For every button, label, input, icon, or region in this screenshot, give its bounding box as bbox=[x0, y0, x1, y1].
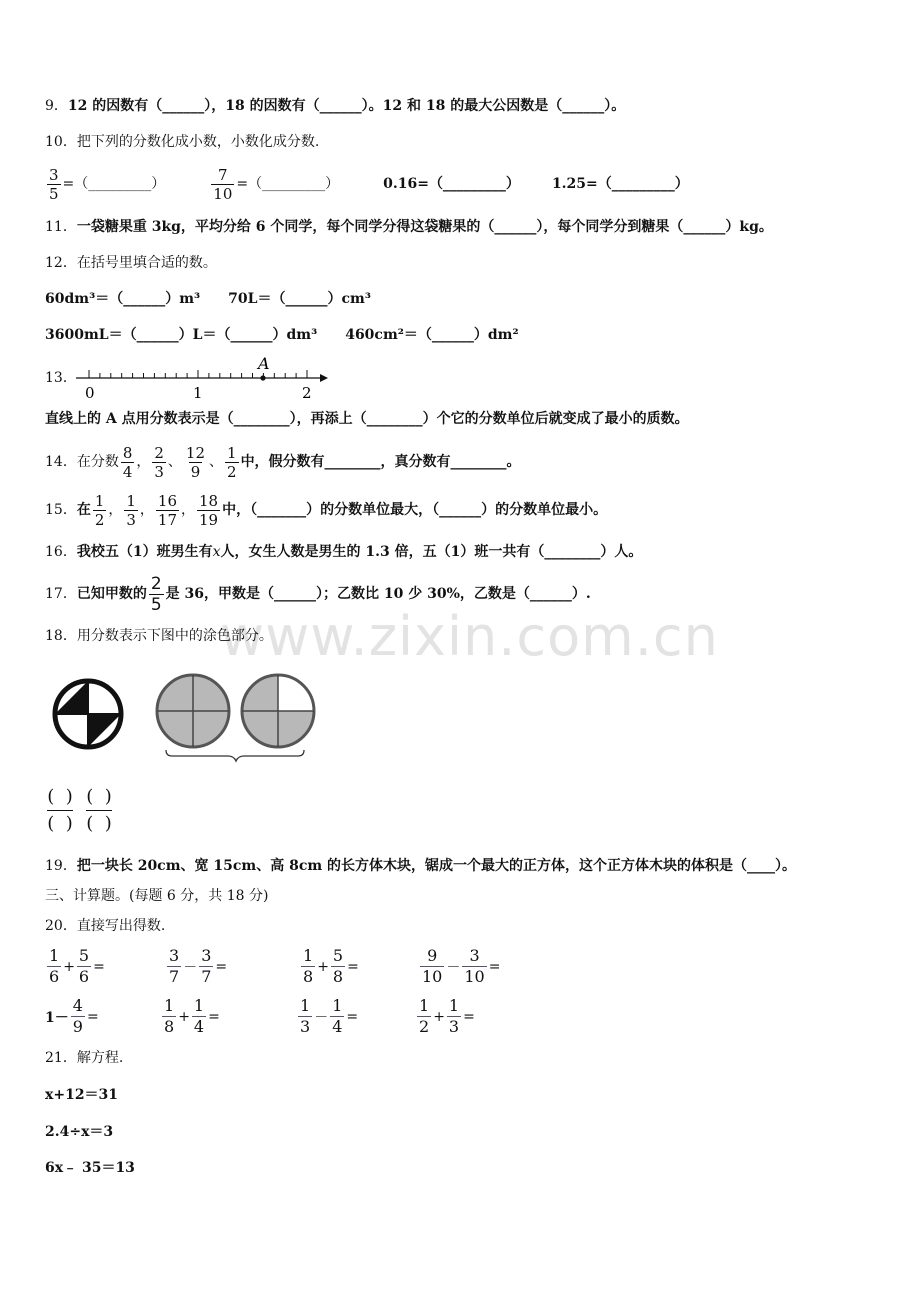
question-text: 一袋糖果重 3kg，平均分给 6 个同学，每个同学分得这袋糖果的（______），每个同学分到糖果（______）kg。 bbox=[76, 219, 773, 235]
separator: ， bbox=[108, 502, 123, 518]
fraction: $\frac{7}{10}$ bbox=[213, 165, 233, 203]
axis-label-2: 2 bbox=[302, 384, 312, 402]
equation-2: 2.4÷x＝3 bbox=[45, 1124, 114, 1140]
question-number: 16． bbox=[45, 544, 77, 560]
question-16 bbox=[45, 542, 642, 562]
answer-blank: 0.16=（_________） bbox=[383, 176, 520, 192]
question-text: 人，女生人数是男生的 1.3 倍，五（1）班一共有（________）人。 bbox=[220, 544, 643, 560]
question-text: 在括号里填合适的数。 bbox=[76, 255, 217, 271]
q12-row-1: 60dm³＝（______）m³ 70L＝（______）cm³ bbox=[45, 291, 371, 307]
question-19 bbox=[45, 856, 796, 876]
question-13-number: 13． bbox=[45, 370, 77, 386]
variable-x: x bbox=[212, 544, 221, 560]
shaded-circles-figure-2 bbox=[154, 670, 320, 766]
question-21 bbox=[45, 1048, 123, 1068]
separator: ， bbox=[181, 502, 196, 518]
question-11 bbox=[45, 217, 773, 237]
equation-1: x+12＝31 bbox=[45, 1087, 119, 1103]
question-number: 21． bbox=[45, 1050, 77, 1066]
fraction: $\frac{18}{19}$ bbox=[199, 491, 219, 529]
question-text: 把下列的分数化成小数，小数化成分数. bbox=[76, 134, 320, 150]
fraction: $\frac{3}{5}$ bbox=[49, 165, 59, 203]
question-number: 17． bbox=[45, 586, 77, 602]
fraction: $\frac{16}{17}$ bbox=[157, 491, 178, 529]
watermark: www.zixin.com.cn bbox=[220, 605, 719, 668]
question-number: 18． bbox=[45, 628, 77, 644]
question-number: 19． bbox=[45, 858, 77, 874]
question-text: 是 36，甲数是（______）；乙数比 10 少 30%，乙数是（______）. bbox=[165, 586, 591, 602]
section-heading: 三、计算题。(每题 6 分，共 18 分) bbox=[45, 888, 269, 904]
question-12 bbox=[45, 253, 217, 273]
question-text: 在分数 bbox=[76, 454, 119, 470]
calc-item: 1－ $\frac{4}{9}$ = bbox=[45, 996, 99, 1036]
calc-item: $\frac{3}{7}$ － $\frac{3}{7}$ = bbox=[169, 946, 228, 986]
question-number: 20． bbox=[45, 918, 77, 934]
point-a-label: A bbox=[258, 354, 270, 373]
axis-label-0: 0 bbox=[85, 384, 95, 402]
calc-item: $\frac{1}{2}$ + $\frac{1}{3}$ = bbox=[419, 996, 475, 1036]
fraction: $\frac{2}{5}$ bbox=[150, 573, 162, 615]
fraction: $\frac{1}{2}$ bbox=[94, 491, 105, 529]
calc-item: $\frac{1}{6}$ + $\frac{5}{6}$ = bbox=[49, 946, 105, 986]
fraction: $\frac{8}{4}$ bbox=[122, 443, 133, 481]
number-line bbox=[76, 354, 336, 400]
question-text: 中，假分数有________，真分数有________。 bbox=[240, 454, 521, 470]
question-text: 中，（_______）的分数单位最大，（______）的分数单位最小。 bbox=[222, 502, 608, 518]
question-9 bbox=[45, 96, 625, 116]
answer-fraction-1: ( ) ( ) bbox=[47, 786, 73, 834]
fraction: $\frac{2}{3}$ bbox=[154, 443, 164, 481]
axis-label-1: 1 bbox=[193, 384, 203, 402]
question-text: 解方程. bbox=[76, 1050, 124, 1066]
question-text: 直接写出得数. bbox=[76, 918, 166, 934]
shaded-circle-figure-1 bbox=[52, 678, 124, 750]
question-10 bbox=[45, 132, 319, 152]
question-14 bbox=[45, 440, 521, 484]
answer-blank: 1.25=（_________） bbox=[551, 176, 689, 192]
question-number: 14． bbox=[45, 454, 77, 470]
question-13-text: 直线上的 A 点用分数表示是（________），再添上（________）个它的分数单位后就变成了最小的质数。 bbox=[45, 411, 689, 427]
separator: 、 bbox=[167, 454, 182, 470]
answer-blank: =（_________） bbox=[62, 176, 166, 192]
question-20 bbox=[45, 916, 165, 936]
question-number: 9． bbox=[45, 98, 68, 114]
answer-fraction-2: ( ) ( ) bbox=[86, 786, 112, 834]
equation-3: 6x﹣ 35＝13 bbox=[45, 1160, 135, 1176]
calc-item: $\frac{1}{3}$ － $\frac{1}{4}$ = bbox=[300, 996, 359, 1036]
q10-items bbox=[45, 160, 689, 208]
separator: 、 bbox=[209, 454, 224, 470]
question-number: 10． bbox=[45, 134, 77, 150]
question-number: 15． bbox=[45, 502, 77, 518]
question-number: 12． bbox=[45, 255, 77, 271]
fraction: $\frac{1}{2}$ bbox=[227, 443, 237, 481]
question-text: 在 bbox=[76, 502, 91, 518]
answer-blank: =（_________） bbox=[236, 176, 340, 192]
question-18 bbox=[45, 626, 273, 646]
separator: ， bbox=[139, 502, 154, 518]
fraction: $\frac{12}{9}$ bbox=[185, 443, 206, 481]
point-a-dot bbox=[260, 375, 265, 380]
calc-item: $\frac{1}{8}$ + $\frac{1}{4}$ = bbox=[164, 996, 220, 1036]
calc-item: $\frac{1}{8}$ + $\frac{5}{8}$ = bbox=[303, 946, 359, 986]
calc-item: $\frac{9}{10}$ － $\frac{3}{10}$ = bbox=[422, 946, 501, 986]
question-text: 已知甲数的 bbox=[76, 586, 147, 602]
question-text: 用分数表示下图中的涂色部分。 bbox=[76, 628, 273, 644]
question-17 bbox=[45, 572, 591, 616]
fraction: $\frac{1}{3}$ bbox=[126, 491, 136, 529]
question-15 bbox=[45, 488, 607, 532]
question-number: 11． bbox=[45, 219, 77, 235]
question-text: 把一块长 20cm、宽 15cm、高 8cm 的长方体木块，锯成一个最大的正方体，这个正方体木块的体积是（____）。 bbox=[76, 858, 797, 874]
separator: ， bbox=[136, 454, 151, 470]
question-text: 12 的因数有（______），18 的因数有（______）。12 和 18 的最大公因数是（______）。 bbox=[67, 98, 626, 114]
question-text: 我校五（1）班男生有 bbox=[76, 544, 213, 560]
q12-row-2: 3600mL＝（______）L＝（______）dm³ 460cm²＝（______）dm² bbox=[45, 327, 519, 343]
